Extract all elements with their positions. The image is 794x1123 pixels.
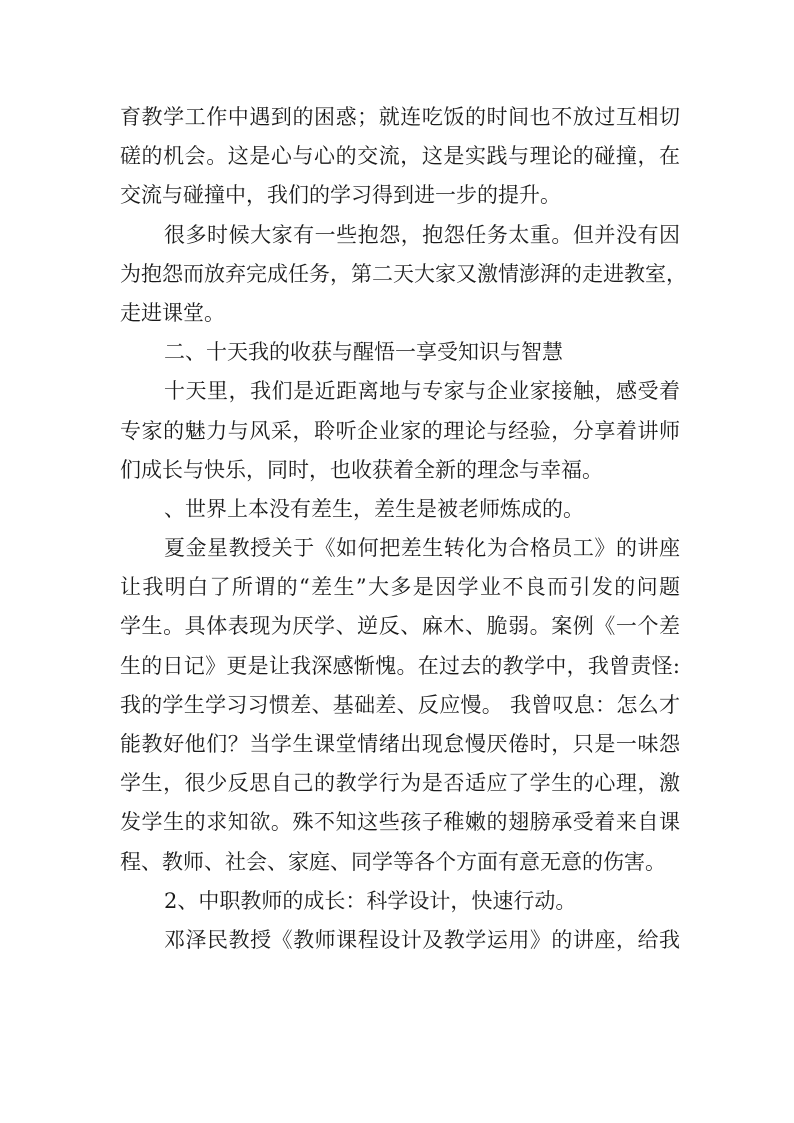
text-line: 育教学工作中遇到的困惑；就连吃饭的时间也不放过互相切 bbox=[120, 105, 680, 129]
text-line: 很多时候大家有一些抱怨，抱怨任务太重。但并没有因 bbox=[164, 222, 680, 247]
text-line: 学生。具体表现为厌学、逆反、麻木、脆弱。案例《一个差 bbox=[120, 614, 680, 639]
text-line: 生的日记》更是让我深感惭愧。在过去的教学中，我曾责怪: bbox=[120, 653, 680, 678]
text-line: 磋的机会。这是心与心的交流，这是实践与理论的碰撞，在 bbox=[120, 144, 680, 169]
text-line: 走进课堂。 bbox=[120, 300, 225, 325]
text-line: 发学生的求知欲。殊不知这些孩子稚嫩的翅膀承受着来自课 bbox=[120, 810, 680, 835]
text-line: 让我明白了所谓的“差生”大多是因学业不良而引发的问题 bbox=[120, 575, 680, 600]
text-line: 交流与碰撞中，我们的学习得到进一步的提升。 bbox=[120, 183, 561, 208]
subsection-heading: 、世界上本没有差生，差生是被老师炼成的。 bbox=[164, 496, 584, 521]
text-line: 学生，很少反思自己的教学行为是否适应了学生的心理，激 bbox=[120, 771, 680, 796]
text-line: 能教好他们？当学生课堂情绪出现怠慢厌倦时，只是一味怨 bbox=[120, 732, 680, 756]
text-line: 程、教师、社会、家庭、同学等各个方面有意无意的伤害。 bbox=[120, 849, 666, 874]
text-line: 们成长与快乐，同时，也收获着全新的理念与幸福。 bbox=[120, 457, 603, 482]
text-line: 专家的魅力与风采，聆听企业家的理论与经验，分享着讲师 bbox=[120, 418, 680, 443]
text-line: 十天里，我们是近距离地与专家与企业家接触，感受着 bbox=[164, 379, 680, 404]
subsection-heading: 2、中职教师的成长：科学设计，快速行动。 bbox=[164, 888, 577, 913]
section-heading: 二、十天我的收获与醒悟一享受知识与智慧 bbox=[164, 340, 563, 365]
text-line: 我的学生学习习惯差、基础差、反应慢。 我曾叹息：怎么才 bbox=[120, 692, 680, 717]
body-text bbox=[120, 98, 687, 960]
text-line: 为抱怨而放弃完成任务，第二天大家又激情澎湃的走进教室， bbox=[120, 261, 687, 286]
text-line: 邓泽民教授《教师课程设计及教学运用》的讲座，给我 bbox=[164, 927, 680, 952]
text-line: 夏金星教授关于《如何把差生转化为合格员工》的讲座 bbox=[164, 536, 680, 561]
